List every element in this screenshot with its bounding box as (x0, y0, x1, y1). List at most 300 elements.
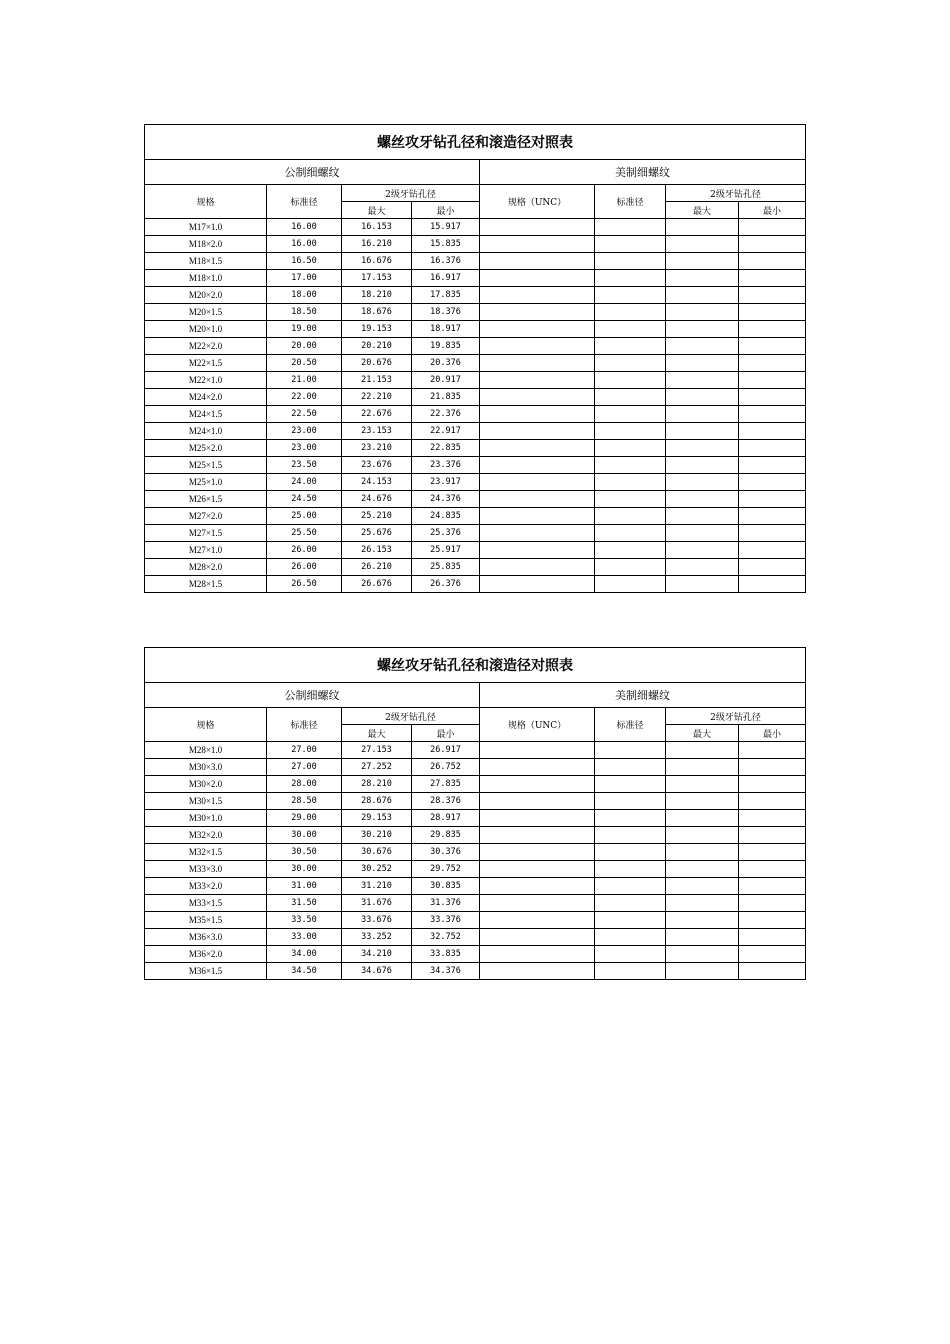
empty-us-cell (595, 338, 666, 355)
drill-min-cell: 32.752 (412, 929, 480, 946)
empty-us-cell (595, 742, 666, 759)
empty-us-cell (480, 491, 595, 508)
empty-us-cell (595, 457, 666, 474)
empty-us-cell (595, 253, 666, 270)
empty-us-cell (480, 304, 595, 321)
empty-us-cell (480, 338, 595, 355)
empty-us-cell (480, 878, 595, 895)
empty-us-cell (595, 844, 666, 861)
empty-us-cell (480, 440, 595, 457)
drill-min-cell: 22.376 (412, 406, 480, 423)
drill-max-cell: 18.676 (342, 304, 412, 321)
empty-us-cell (666, 406, 739, 423)
empty-us-cell (739, 929, 806, 946)
empty-us-cell (595, 287, 666, 304)
std-diameter-cell: 16.00 (267, 236, 342, 253)
empty-us-cell (739, 236, 806, 253)
col-spec-header: 规格 (145, 185, 267, 219)
empty-us-cell (595, 793, 666, 810)
empty-us-cell (595, 270, 666, 287)
drill-max-cell: 27.153 (342, 742, 412, 759)
spec-cell: M26×1.5 (145, 491, 267, 508)
empty-us-cell (666, 440, 739, 457)
empty-us-cell (595, 355, 666, 372)
drill-min-cell: 25.835 (412, 559, 480, 576)
spec-cell: M32×1.5 (145, 844, 267, 861)
empty-us-cell (595, 559, 666, 576)
drill-max-cell: 23.210 (342, 440, 412, 457)
column-header-row (145, 185, 806, 202)
empty-us-cell (480, 759, 595, 776)
empty-us-cell (666, 793, 739, 810)
empty-us-cell (666, 270, 739, 287)
table-row (145, 946, 806, 963)
std-diameter-cell: 33.50 (267, 912, 342, 929)
empty-us-cell (666, 929, 739, 946)
empty-us-cell (666, 895, 739, 912)
drill-max-cell: 20.210 (342, 338, 412, 355)
empty-us-cell (480, 457, 595, 474)
spec-cell: M36×1.5 (145, 963, 267, 980)
drill-max-cell: 16.153 (342, 219, 412, 236)
std-diameter-cell: 27.00 (267, 759, 342, 776)
empty-us-cell (739, 304, 806, 321)
spec-cell: M22×1.5 (145, 355, 267, 372)
table-row (145, 742, 806, 759)
std-diameter-cell: 28.00 (267, 776, 342, 793)
std-diameter-cell: 27.00 (267, 742, 342, 759)
table-row (145, 861, 806, 878)
std-diameter-cell: 30.00 (267, 861, 342, 878)
column-header-row (145, 708, 806, 725)
col-std-us-header: 标准径 (595, 185, 666, 219)
empty-us-cell (480, 253, 595, 270)
spec-cell: M25×1.0 (145, 474, 267, 491)
col-spec-header: 规格 (145, 708, 267, 742)
col-drill-us-header: 2级牙钻孔径 (666, 185, 806, 202)
empty-us-cell (480, 355, 595, 372)
drill-max-cell: 19.153 (342, 321, 412, 338)
empty-us-cell (480, 525, 595, 542)
drill-max-cell: 30.210 (342, 827, 412, 844)
drill-min-cell: 26.917 (412, 742, 480, 759)
empty-us-cell (739, 844, 806, 861)
metric-group-header: 公制细螺纹 (145, 160, 480, 185)
drill-max-cell: 31.676 (342, 895, 412, 912)
std-diameter-cell: 25.50 (267, 525, 342, 542)
empty-us-cell (595, 389, 666, 406)
spec-cell: M22×1.0 (145, 372, 267, 389)
empty-us-cell (666, 576, 739, 593)
table-row (145, 929, 806, 946)
spec-cell: M30×1.5 (145, 793, 267, 810)
std-diameter-cell: 19.00 (267, 321, 342, 338)
empty-us-cell (739, 406, 806, 423)
empty-us-cell (480, 861, 595, 878)
spec-cell: M33×2.0 (145, 878, 267, 895)
table-row (145, 525, 806, 542)
empty-us-cell (666, 827, 739, 844)
thread-table (144, 124, 806, 593)
empty-us-cell (480, 963, 595, 980)
empty-us-cell (666, 946, 739, 963)
empty-us-cell (595, 406, 666, 423)
spec-cell: M33×1.5 (145, 895, 267, 912)
empty-us-cell (595, 895, 666, 912)
empty-us-cell (595, 440, 666, 457)
std-diameter-cell: 22.00 (267, 389, 342, 406)
table-row (145, 219, 806, 236)
spec-cell: M28×2.0 (145, 559, 267, 576)
empty-us-cell (739, 491, 806, 508)
std-diameter-cell: 20.50 (267, 355, 342, 372)
table-row (145, 423, 806, 440)
col-min-header: 最小 (412, 202, 480, 219)
col-std-us-header: 标准径 (595, 708, 666, 742)
empty-us-cell (666, 559, 739, 576)
empty-us-cell (595, 576, 666, 593)
std-diameter-cell: 28.50 (267, 793, 342, 810)
empty-us-cell (666, 861, 739, 878)
empty-us-cell (595, 810, 666, 827)
empty-us-cell (666, 491, 739, 508)
spec-cell: M27×2.0 (145, 508, 267, 525)
spec-cell: M24×1.5 (145, 406, 267, 423)
drill-min-cell: 28.917 (412, 810, 480, 827)
drill-max-cell: 34.676 (342, 963, 412, 980)
empty-us-cell (480, 389, 595, 406)
col-max-us-header: 最大 (666, 725, 739, 742)
std-diameter-cell: 18.00 (267, 287, 342, 304)
drill-min-cell: 33.376 (412, 912, 480, 929)
drill-min-cell: 26.376 (412, 576, 480, 593)
empty-us-cell (595, 542, 666, 559)
spec-cell: M28×1.5 (145, 576, 267, 593)
empty-us-cell (480, 508, 595, 525)
drill-min-cell: 22.835 (412, 440, 480, 457)
empty-us-cell (739, 878, 806, 895)
spec-cell: M30×1.0 (145, 810, 267, 827)
empty-us-cell (739, 321, 806, 338)
drill-min-cell: 33.835 (412, 946, 480, 963)
empty-us-cell (666, 963, 739, 980)
col-std-header: 标准径 (267, 185, 342, 219)
table-row (145, 895, 806, 912)
std-diameter-cell: 23.00 (267, 440, 342, 457)
empty-us-cell (666, 742, 739, 759)
drill-max-cell: 26.676 (342, 576, 412, 593)
table-row (145, 270, 806, 287)
table-row (145, 491, 806, 508)
drill-max-cell: 16.676 (342, 253, 412, 270)
drill-max-cell: 28.676 (342, 793, 412, 810)
std-diameter-cell: 18.50 (267, 304, 342, 321)
drill-max-cell: 33.676 (342, 912, 412, 929)
empty-us-cell (595, 236, 666, 253)
empty-us-cell (739, 253, 806, 270)
spec-cell: M35×1.5 (145, 912, 267, 929)
title-row (145, 125, 806, 160)
empty-us-cell (595, 929, 666, 946)
std-diameter-cell: 24.50 (267, 491, 342, 508)
spec-cell: M18×1.0 (145, 270, 267, 287)
drill-max-cell: 22.210 (342, 389, 412, 406)
empty-us-cell (666, 321, 739, 338)
spec-cell: M24×2.0 (145, 389, 267, 406)
empty-us-cell (666, 525, 739, 542)
empty-us-cell (666, 474, 739, 491)
std-diameter-cell: 29.00 (267, 810, 342, 827)
drill-min-cell: 25.917 (412, 542, 480, 559)
drill-min-cell: 24.376 (412, 491, 480, 508)
empty-us-cell (480, 946, 595, 963)
table-row (145, 406, 806, 423)
table-row (145, 878, 806, 895)
empty-us-cell (480, 423, 595, 440)
drill-min-cell: 22.917 (412, 423, 480, 440)
drill-min-cell: 26.752 (412, 759, 480, 776)
empty-us-cell (739, 474, 806, 491)
table-row (145, 559, 806, 576)
thread-table (144, 647, 806, 980)
table-row (145, 321, 806, 338)
empty-us-cell (666, 776, 739, 793)
empty-us-cell (739, 793, 806, 810)
empty-us-cell (739, 338, 806, 355)
table-row (145, 542, 806, 559)
empty-us-cell (739, 219, 806, 236)
title-row (145, 648, 806, 683)
drill-max-cell: 27.252 (342, 759, 412, 776)
empty-us-cell (666, 457, 739, 474)
col-drill-header: 2级牙钻孔径 (342, 185, 480, 202)
drill-max-cell: 33.252 (342, 929, 412, 946)
spec-cell: M27×1.5 (145, 525, 267, 542)
drill-max-cell: 21.153 (342, 372, 412, 389)
std-diameter-cell: 34.00 (267, 946, 342, 963)
empty-us-cell (595, 759, 666, 776)
drill-max-cell: 25.676 (342, 525, 412, 542)
drill-max-cell: 30.252 (342, 861, 412, 878)
empty-us-cell (666, 338, 739, 355)
empty-us-cell (666, 372, 739, 389)
drill-max-cell: 16.210 (342, 236, 412, 253)
drill-max-cell: 23.153 (342, 423, 412, 440)
col-max-header: 最大 (342, 725, 412, 742)
empty-us-cell (480, 827, 595, 844)
col-drill-us-header: 2级牙钻孔径 (666, 708, 806, 725)
table-row (145, 810, 806, 827)
empty-us-cell (480, 742, 595, 759)
drill-min-cell: 17.835 (412, 287, 480, 304)
us-group-header: 美制细螺纹 (480, 683, 806, 708)
spec-cell: M33×3.0 (145, 861, 267, 878)
empty-us-cell (666, 810, 739, 827)
drill-min-cell: 20.917 (412, 372, 480, 389)
drill-max-cell: 26.153 (342, 542, 412, 559)
drill-max-cell: 17.153 (342, 270, 412, 287)
empty-us-cell (666, 389, 739, 406)
table-row (145, 963, 806, 980)
empty-us-cell (480, 236, 595, 253)
empty-us-cell (480, 559, 595, 576)
drill-min-cell: 23.376 (412, 457, 480, 474)
col-spec-unc-header: 规格（UNC） (480, 708, 595, 742)
empty-us-cell (480, 219, 595, 236)
empty-us-cell (595, 219, 666, 236)
empty-us-cell (480, 844, 595, 861)
drill-max-cell: 22.676 (342, 406, 412, 423)
group-row (145, 160, 806, 185)
empty-us-cell (739, 389, 806, 406)
table-row (145, 776, 806, 793)
drill-min-cell: 20.376 (412, 355, 480, 372)
spec-cell: M20×1.0 (145, 321, 267, 338)
empty-us-cell (480, 321, 595, 338)
drill-min-cell: 16.376 (412, 253, 480, 270)
spec-cell: M28×1.0 (145, 742, 267, 759)
std-diameter-cell: 20.00 (267, 338, 342, 355)
empty-us-cell (595, 474, 666, 491)
drill-max-cell: 23.676 (342, 457, 412, 474)
drill-max-cell: 31.210 (342, 878, 412, 895)
empty-us-cell (480, 406, 595, 423)
empty-us-cell (595, 423, 666, 440)
table-row (145, 508, 806, 525)
empty-us-cell (739, 355, 806, 372)
std-diameter-cell: 31.00 (267, 878, 342, 895)
std-diameter-cell: 30.00 (267, 827, 342, 844)
spec-cell: M25×2.0 (145, 440, 267, 457)
std-diameter-cell: 22.50 (267, 406, 342, 423)
std-diameter-cell: 16.00 (267, 219, 342, 236)
std-diameter-cell: 23.00 (267, 423, 342, 440)
col-std-header: 标准径 (267, 708, 342, 742)
drill-max-cell: 29.153 (342, 810, 412, 827)
table-row (145, 287, 806, 304)
drill-max-cell: 18.210 (342, 287, 412, 304)
spec-cell: M32×2.0 (145, 827, 267, 844)
std-diameter-cell: 34.50 (267, 963, 342, 980)
table-row (145, 372, 806, 389)
spec-cell: M18×2.0 (145, 236, 267, 253)
empty-us-cell (739, 576, 806, 593)
drill-min-cell: 18.917 (412, 321, 480, 338)
empty-us-cell (666, 508, 739, 525)
drill-min-cell: 31.376 (412, 895, 480, 912)
empty-us-cell (739, 542, 806, 559)
col-min-us-header: 最小 (739, 202, 806, 219)
empty-us-cell (595, 878, 666, 895)
spec-cell: M18×1.5 (145, 253, 267, 270)
table-title: 螺丝攻牙钻孔径和滚造径对照表 (145, 125, 806, 160)
empty-us-cell (739, 912, 806, 929)
table-row (145, 253, 806, 270)
col-drill-header: 2级牙钻孔径 (342, 708, 480, 725)
std-diameter-cell: 24.00 (267, 474, 342, 491)
empty-us-cell (595, 776, 666, 793)
empty-us-cell (666, 759, 739, 776)
empty-us-cell (739, 759, 806, 776)
empty-us-cell (480, 287, 595, 304)
spec-cell: M30×3.0 (145, 759, 267, 776)
table-row (145, 355, 806, 372)
std-diameter-cell: 30.50 (267, 844, 342, 861)
col-max-header: 最大 (342, 202, 412, 219)
empty-us-cell (666, 236, 739, 253)
empty-us-cell (595, 372, 666, 389)
empty-us-cell (595, 508, 666, 525)
table-row (145, 236, 806, 253)
empty-us-cell (595, 827, 666, 844)
drill-min-cell: 15.835 (412, 236, 480, 253)
empty-us-cell (480, 372, 595, 389)
drill-min-cell: 30.376 (412, 844, 480, 861)
empty-us-cell (739, 423, 806, 440)
col-min-us-header: 最小 (739, 725, 806, 742)
empty-us-cell (480, 895, 595, 912)
empty-us-cell (739, 963, 806, 980)
drill-min-cell: 29.835 (412, 827, 480, 844)
table-row (145, 474, 806, 491)
col-max-us-header: 最大 (666, 202, 739, 219)
drill-max-cell: 28.210 (342, 776, 412, 793)
table-row (145, 844, 806, 861)
empty-us-cell (595, 321, 666, 338)
drill-min-cell: 18.376 (412, 304, 480, 321)
empty-us-cell (666, 423, 739, 440)
empty-us-cell (739, 742, 806, 759)
empty-us-cell (595, 491, 666, 508)
empty-us-cell (480, 542, 595, 559)
std-diameter-cell: 16.50 (267, 253, 342, 270)
empty-us-cell (739, 776, 806, 793)
empty-us-cell (480, 793, 595, 810)
empty-us-cell (666, 287, 739, 304)
table-row (145, 440, 806, 457)
empty-us-cell (480, 912, 595, 929)
group-row (145, 683, 806, 708)
metric-group-header: 公制细螺纹 (145, 683, 480, 708)
std-diameter-cell: 21.00 (267, 372, 342, 389)
col-min-header: 最小 (412, 725, 480, 742)
empty-us-cell (739, 270, 806, 287)
empty-us-cell (480, 929, 595, 946)
empty-us-cell (595, 525, 666, 542)
empty-us-cell (739, 861, 806, 878)
drill-min-cell: 28.376 (412, 793, 480, 810)
empty-us-cell (666, 542, 739, 559)
std-diameter-cell: 17.00 (267, 270, 342, 287)
drill-max-cell: 20.676 (342, 355, 412, 372)
table-title: 螺丝攻牙钻孔径和滚造径对照表 (145, 648, 806, 683)
drill-max-cell: 24.153 (342, 474, 412, 491)
drill-min-cell: 23.917 (412, 474, 480, 491)
empty-us-cell (739, 508, 806, 525)
empty-us-cell (595, 963, 666, 980)
empty-us-cell (739, 827, 806, 844)
std-diameter-cell: 26.00 (267, 542, 342, 559)
drill-min-cell: 27.835 (412, 776, 480, 793)
drill-max-cell: 25.210 (342, 508, 412, 525)
empty-us-cell (480, 810, 595, 827)
empty-us-cell (666, 878, 739, 895)
spec-cell: M27×1.0 (145, 542, 267, 559)
table-row (145, 304, 806, 321)
empty-us-cell (595, 304, 666, 321)
empty-us-cell (739, 525, 806, 542)
empty-us-cell (666, 219, 739, 236)
